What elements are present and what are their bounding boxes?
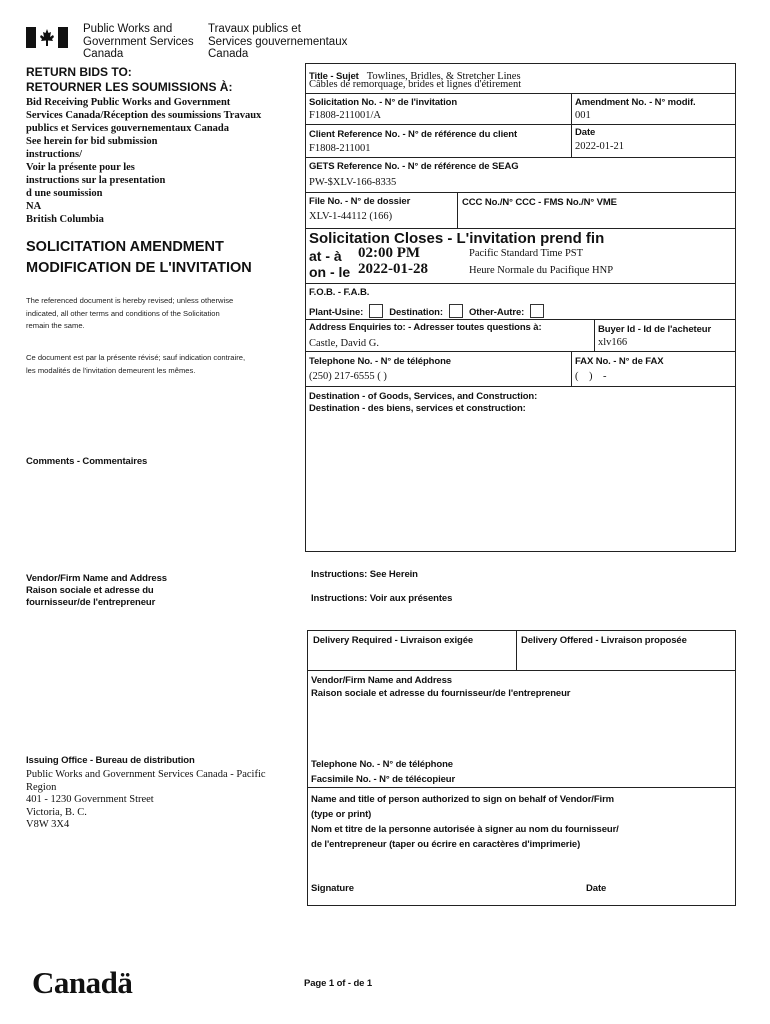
instructions-en: Instructions: See Herein xyxy=(311,569,418,580)
divider xyxy=(571,93,572,157)
page-number: Page 1 of - de 1 xyxy=(304,978,373,989)
divider xyxy=(305,228,736,229)
dept-en-line: Public Works and xyxy=(83,23,173,35)
return-line: d une soumission xyxy=(26,188,103,199)
issuing-office-address xyxy=(26,769,266,832)
gets-ref-value: PW-$XLV-166-8335 xyxy=(309,177,397,188)
plant-option-label: Plant-Usine: xyxy=(309,307,364,318)
timezone-en: Pacific Standard Time PST xyxy=(469,248,584,259)
return-line: Services Canada/Réception des soumissions Travaux xyxy=(26,110,262,121)
at-label: at - à xyxy=(309,248,342,264)
solicitation-closes-heading: Solicitation Closes - L'invitation prend fin xyxy=(309,230,605,247)
vendor-label-line: fournisseur/de l'entrepreneur xyxy=(26,597,156,608)
issuing-line: 401 - 1230 Government Street xyxy=(26,794,154,805)
client-ref-label: Client Reference No. - N° de référence du client xyxy=(309,129,518,140)
notice-fr-line: les modalités de l'invitation demeurent les mêmes. xyxy=(26,365,196,375)
destination-goods-fr: Destination - des biens, services et construction: xyxy=(309,403,526,414)
authorized-line: Nom et titre de la personne autorisée à signer au nom du fournisseur/ xyxy=(311,824,619,835)
divider xyxy=(305,283,736,284)
on-label: on - le xyxy=(309,264,351,280)
closing-time-value: 02:00 PM xyxy=(358,245,421,261)
solicitation-no-value: F1808-211001/A xyxy=(309,110,381,121)
return-line: Bid Receiving Public Works and Government xyxy=(26,97,231,108)
address-enquiries-label: Address Enquiries to: - Adresser toutes questions à: xyxy=(309,322,542,333)
buyer-id-label: Buyer Id - Id de l'acheteur xyxy=(598,324,712,335)
divider xyxy=(307,787,736,788)
instructions-fr: Instructions: Voir aux présentes xyxy=(311,593,453,604)
notice-fr-line: Ce document est par la présente révisé; sauf indication contraire, xyxy=(26,353,246,362)
dept-fr-line: Travaux publics et xyxy=(208,23,301,35)
divider xyxy=(307,670,736,671)
solicitation-no-label: Solicitation No. - N° de l'invitation xyxy=(309,97,458,108)
client-ref-value: F1808-211001 xyxy=(309,143,371,154)
ccc-no-label: CCC No./N° CCC - FMS No./N° VME xyxy=(462,197,617,208)
timezone-fr: Heure Normale du Pacifique HNP xyxy=(469,265,614,276)
title-value: Towlines, Bridles, & Stretcher Lines xyxy=(366,71,521,82)
buyer-id-value: xlv166 xyxy=(598,337,628,348)
file-no-label: File No. - N° de dossier xyxy=(309,196,411,207)
closing-date-value: 2022-01-28 xyxy=(358,261,428,277)
telephone-value: (250) 217-6555 ( ) xyxy=(309,371,387,382)
fax-value: ( ) - xyxy=(575,371,607,382)
divider xyxy=(457,192,458,228)
department-name-en xyxy=(83,23,194,61)
issuing-line: Public Works and Government Services Canada - Pacific xyxy=(26,769,266,780)
divider xyxy=(305,351,736,352)
return-line: NA xyxy=(26,201,42,212)
vendor-name-label xyxy=(311,674,570,700)
divider xyxy=(305,319,736,320)
return-address-block xyxy=(26,96,291,226)
other-option-label: Other-Autre: xyxy=(468,307,525,318)
dept-en-line: Canada xyxy=(83,48,124,60)
signature-label: Signature xyxy=(311,883,354,894)
signature-date-label: Date xyxy=(586,883,607,894)
vendor-name-fr: Raison sociale et adresse du fournisseur/de l'entrepreneur xyxy=(311,688,571,699)
delivery-required-label: Delivery Required - Livraison exigée xyxy=(313,635,474,646)
comments-label: Comments - Commentaires xyxy=(26,456,148,467)
amendment-no-value: 001 xyxy=(575,110,591,121)
notice-fr xyxy=(26,352,245,377)
divider xyxy=(516,630,517,670)
destination-checkbox[interactable] xyxy=(449,304,463,318)
destination-goods-en: Destination - of Goods, Services, and Construction: xyxy=(309,391,538,402)
divider xyxy=(594,319,595,351)
date-value: 2022-01-21 xyxy=(575,141,624,152)
notice-en xyxy=(26,295,233,333)
title-value-fr: Câbles de remorquage, brides et lignes d'étirement xyxy=(309,79,522,90)
other-checkbox[interactable] xyxy=(530,304,544,318)
file-no-value: XLV-1-44112 (166) xyxy=(309,211,393,222)
return-bids-heading xyxy=(26,65,232,94)
dept-fr-line: Services gouvernementaux xyxy=(208,35,348,48)
fob-options xyxy=(309,302,550,320)
notice-en-line: remain the same. xyxy=(26,321,85,330)
vendor-name-en: Vendor/Firm Name and Address xyxy=(311,675,452,686)
plant-checkbox[interactable] xyxy=(369,304,383,318)
gets-ref-label: GETS Reference No. - N° de référence de SEAG xyxy=(309,161,519,172)
notice-en-line: The referenced document is hereby revised; unless otherwise xyxy=(26,296,234,305)
return-line: British Columbia xyxy=(26,214,104,225)
telephone-label: Telephone No. - N° de téléphone xyxy=(309,356,451,367)
divider xyxy=(571,351,572,386)
authorized-line: (type or print) xyxy=(311,809,372,820)
vendor-address-label xyxy=(26,573,167,609)
amendment-title xyxy=(26,237,252,278)
delivery-offered-label: Delivery Offered - Livraison proposée xyxy=(521,635,687,646)
authorized-line: de l'entrepreneur (taper ou écrire en caractères d'imprimerie) xyxy=(311,839,581,850)
date-label: Date xyxy=(575,127,596,138)
vendor-label-line: Raison sociale et adresse du xyxy=(26,585,154,596)
issuing-line: Victoria, B. C. xyxy=(26,806,87,818)
destination-option-label: Destination: xyxy=(389,307,443,318)
return-bids-fr: RETOURNER LES SOUMISSIONS À: xyxy=(26,79,233,94)
dept-en-line: Government Services xyxy=(83,35,194,48)
amendment-title-fr: MODIFICATION DE L'INVITATION xyxy=(26,259,252,276)
department-name-fr xyxy=(208,23,347,61)
authorized-person-label xyxy=(311,792,619,852)
issuing-line: Region xyxy=(26,781,57,793)
canada-wordmark-logo: Canadä xyxy=(32,965,133,1000)
issuing-line: V8W 3X4 xyxy=(26,819,70,830)
authorized-line: Name and title of person authorized to sign on behalf of Vendor/Firm xyxy=(311,794,615,805)
divider xyxy=(305,386,736,387)
fax-label: FAX No. - N° de FAX xyxy=(575,356,664,367)
vendor-label-line: Vendor/Firm Name and Address xyxy=(26,573,167,584)
return-line: Voir la présente pour les xyxy=(26,162,135,173)
divider xyxy=(305,192,736,193)
fob-label: F.O.B. - F.A.B. xyxy=(309,287,370,298)
return-line: instructions/ xyxy=(26,149,83,160)
dept-fr-line: Canada xyxy=(208,48,249,60)
title-label: Title - Sujet xyxy=(309,71,359,82)
canada-flag-logo xyxy=(26,27,68,48)
return-line: publics et Services gouvernementaux Canada xyxy=(26,123,229,134)
divider xyxy=(305,124,736,125)
divider xyxy=(305,157,736,158)
amendment-no-label: Amendment No. - N° modif. xyxy=(575,97,696,108)
vendor-fax-label: Facsimile No. - N° de télécopieur xyxy=(311,774,456,785)
return-line: See herein for bid submission xyxy=(26,136,158,147)
issuing-office-label: Issuing Office - Bureau de distribution xyxy=(26,755,195,766)
vendor-telephone-label: Telephone No. - N° de téléphone xyxy=(311,759,453,770)
divider xyxy=(305,93,736,94)
notice-en-line: indicated, all other terms and conditions of the Solicitation xyxy=(26,308,220,318)
return-line: instructions sur la presentation xyxy=(26,175,166,186)
destination-goods-label xyxy=(309,391,537,415)
address-enquiries-value: Castle, David G. xyxy=(309,338,379,349)
return-bids-en: RETURN BIDS TO: xyxy=(26,65,132,79)
amendment-title-en: SOLICITATION AMENDMENT xyxy=(26,239,224,255)
